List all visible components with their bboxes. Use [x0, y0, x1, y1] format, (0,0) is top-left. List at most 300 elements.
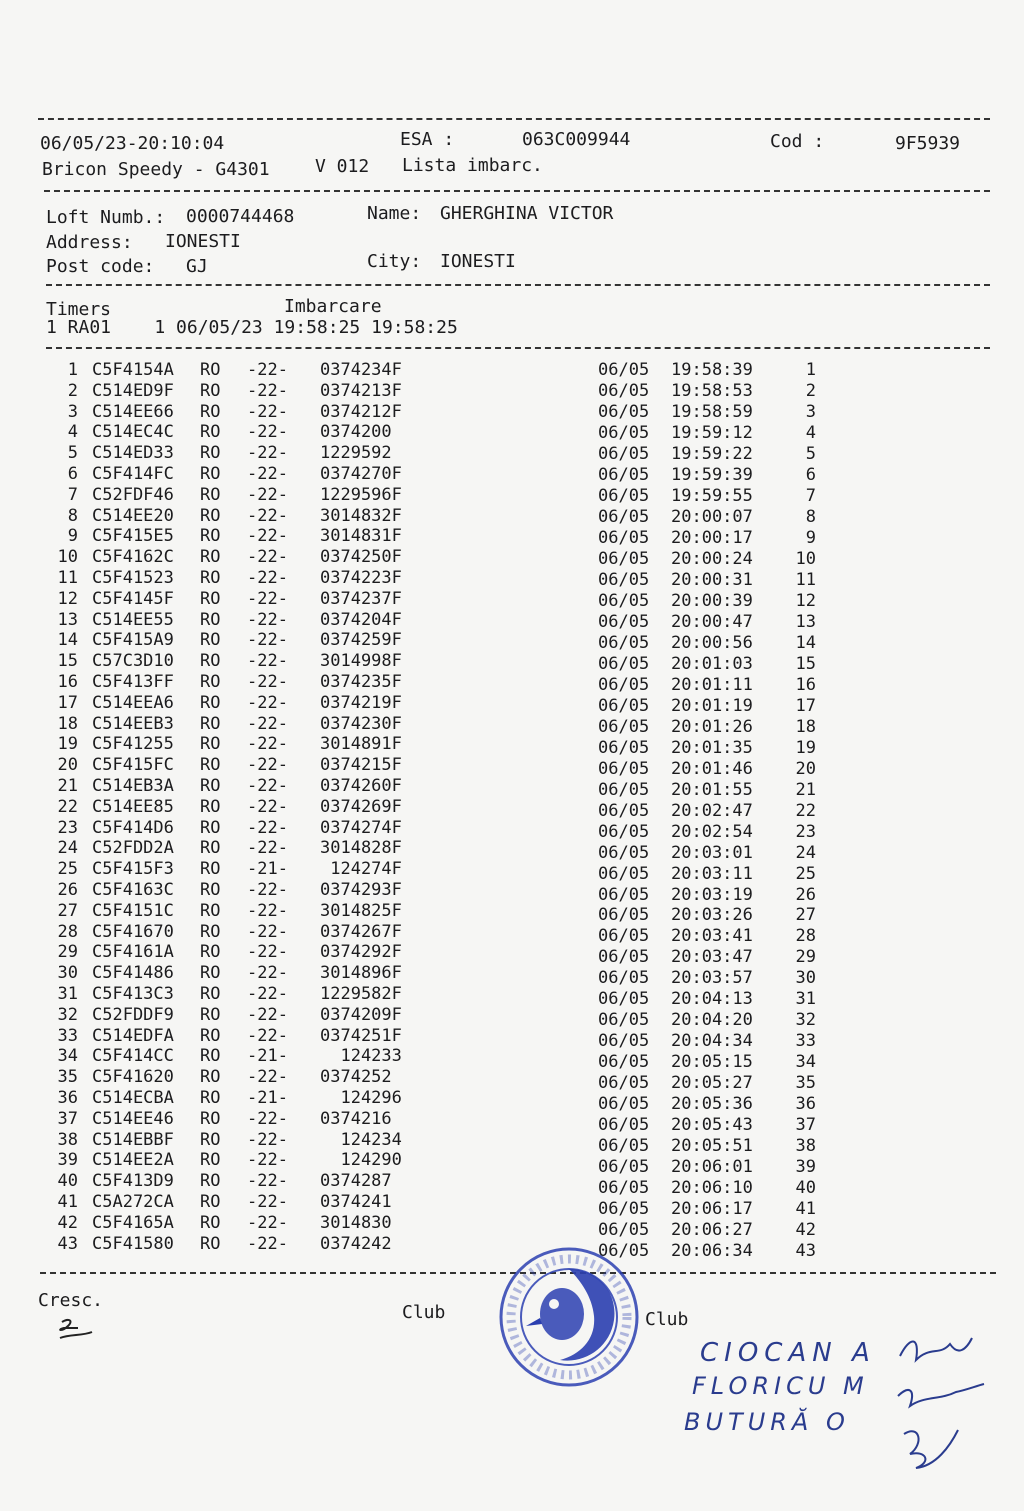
arrival-time: 20:05:27 [671, 1073, 753, 1094]
ring-code: C5F41523 [92, 568, 174, 588]
table-row [0, 1046, 1024, 1073]
arrival-time: 20:03:57 [671, 968, 753, 989]
country-code: RO [200, 755, 221, 776]
table-row [0, 443, 1024, 464]
country-code: RO [200, 651, 221, 672]
arrival-date: 06/05 [598, 821, 650, 842]
table-row [0, 859, 1024, 884]
position: 21 [795, 779, 816, 800]
arrival-date: 06/05 [598, 485, 650, 506]
arrival-date: 06/05 [598, 632, 650, 653]
imbarcare-label: Imbarcare [284, 296, 382, 317]
header-esa-value: 063C009944 [522, 129, 631, 150]
arrival-date: 06/05 [598, 527, 650, 548]
ring-number: 124296 [320, 1088, 402, 1108]
arrival-time: 20:02:47 [671, 800, 753, 821]
ring-year: -22- [247, 755, 288, 776]
ring-code: C514EE66 [92, 401, 174, 422]
country-code: RO [200, 464, 221, 484]
position: 26 [795, 884, 816, 905]
handwritten-name-2: FLORICU M [692, 1372, 869, 1400]
table-row [0, 381, 1024, 402]
arrival-date: 06/05 [598, 674, 650, 695]
row-index: 6 [67, 464, 78, 484]
arrival-time: 20:06:10 [671, 1178, 753, 1199]
ring-year: -22- [247, 1129, 288, 1150]
loft-label: Loft Numb.: [46, 207, 166, 228]
ring-number: 0374250F [320, 547, 402, 568]
country-code: RO [200, 630, 221, 651]
row-index: 15 [57, 651, 78, 672]
arrival-date: 06/05 [598, 1115, 650, 1136]
country-code: RO [200, 588, 221, 609]
country-code: RO [200, 963, 221, 984]
position: 39 [795, 1157, 816, 1178]
country-code: RO [200, 942, 221, 963]
arrival-date: 06/05 [598, 758, 650, 779]
position: 27 [795, 905, 816, 926]
position: 33 [795, 1031, 816, 1052]
country-code: RO [200, 1088, 221, 1108]
country-code: RO [200, 568, 221, 588]
ring-year: -22- [247, 880, 288, 900]
table-row [0, 963, 1024, 989]
ring-year: -22- [247, 692, 288, 713]
ring-year: -22- [247, 672, 288, 692]
ring-year: -22- [247, 568, 288, 588]
row-index: 13 [57, 609, 78, 630]
arrival-time: 20:03:26 [671, 905, 753, 926]
ring-code: C52FDD2A [92, 838, 174, 859]
table-row [0, 900, 1024, 926]
ring-code: C5F4145F [92, 588, 174, 609]
table-row [0, 942, 1024, 968]
ring-number: 0374235F [320, 672, 402, 692]
ring-year: -22- [247, 484, 288, 505]
position: 1 [805, 360, 816, 380]
table-row [0, 1150, 1024, 1178]
arrival-time: 19:59:22 [671, 443, 753, 464]
arrival-date: 06/05 [598, 1136, 650, 1157]
ring-year: -21- [247, 1046, 288, 1067]
arrival-time: 20:01:35 [671, 737, 753, 758]
arrival-time: 20:03:01 [671, 842, 753, 863]
position: 35 [795, 1073, 816, 1094]
ring-year: -22- [247, 713, 288, 734]
position: 30 [795, 968, 816, 989]
ring-code: C514EEA6 [92, 692, 174, 713]
handwritten-name-3: BUTURĂ O [684, 1408, 850, 1436]
ring-year: -22- [247, 1067, 288, 1088]
country-code: RO [200, 817, 221, 838]
ring-code: C514ED33 [92, 443, 174, 464]
country-code: RO [200, 921, 221, 942]
arrival-date: 06/05 [598, 863, 650, 884]
table-row [0, 589, 1024, 610]
arrival-time: 20:03:19 [671, 884, 753, 905]
position: 6 [805, 464, 816, 485]
header-esa-label: ESA : [400, 129, 455, 150]
ring-year: -21- [247, 859, 288, 880]
arrival-time: 20:06:17 [671, 1199, 753, 1220]
position: 32 [795, 1010, 816, 1031]
country-code: RO [200, 1171, 221, 1192]
ring-number: 0374212F [320, 401, 402, 422]
ring-year: -22- [247, 921, 288, 942]
row-index: 41 [57, 1192, 78, 1212]
ring-year: -22- [247, 1212, 288, 1233]
arrival-date: 06/05 [598, 842, 650, 863]
ring-year: -22- [247, 1108, 288, 1129]
table-row [0, 1088, 1024, 1115]
position: 38 [795, 1136, 816, 1157]
row-index: 25 [57, 859, 78, 880]
arrival-date: 06/05 [598, 968, 650, 989]
position: 25 [795, 863, 816, 884]
ring-number: 0374200 [320, 422, 392, 443]
ring-number: 0374213F [320, 380, 402, 401]
arrival-time: 20:00:56 [671, 632, 753, 653]
ring-code: C5F41670 [92, 921, 174, 942]
city-label: City: [367, 251, 422, 272]
ring-number: 0374274F [320, 817, 402, 838]
row-index: 39 [57, 1150, 78, 1171]
arrival-time: 20:00:39 [671, 590, 753, 611]
row-index: 20 [57, 755, 78, 776]
ring-code: C5F415F3 [92, 859, 174, 880]
position: 42 [795, 1220, 816, 1241]
ring-number: 0374219F [320, 692, 402, 713]
ring-year: -21- [247, 1088, 288, 1108]
row-index: 4 [67, 422, 78, 443]
row-index: 23 [57, 817, 78, 838]
table-row [0, 651, 1024, 672]
table-row [0, 630, 1024, 651]
country-code: RO [200, 1233, 221, 1254]
separator-timers [46, 347, 990, 349]
arrival-time: 19:59:12 [671, 422, 753, 443]
arrival-time: 19:58:53 [671, 380, 753, 401]
country-code: RO [200, 443, 221, 464]
country-code: RO [200, 713, 221, 734]
arrival-date: 06/05 [598, 1031, 650, 1052]
header-device: Bricon Speedy - G4301 [42, 159, 270, 180]
arrival-date: 06/05 [598, 1094, 650, 1115]
table-row [0, 984, 1024, 1010]
ring-code: C514ECBA [92, 1088, 174, 1108]
row-index: 12 [57, 588, 78, 609]
arrival-time: 20:01:26 [671, 716, 753, 737]
header-datetime: 06/05/23-20:10:04 [40, 133, 225, 154]
ring-code: C52FDDF9 [92, 1004, 174, 1025]
position: 8 [805, 506, 816, 527]
table-row [0, 422, 1024, 443]
ring-year: -22- [247, 1025, 288, 1046]
ring-code: C514EE2A [92, 1150, 174, 1171]
ring-code: C514EE55 [92, 609, 174, 630]
table-row [0, 796, 1024, 821]
position: 16 [795, 674, 816, 695]
ring-number: 0374241 [320, 1192, 392, 1212]
arrival-time: 20:00:24 [671, 548, 753, 569]
row-index: 38 [57, 1129, 78, 1150]
arrival-time: 20:01:03 [671, 653, 753, 674]
position: 2 [805, 380, 816, 401]
header-list-title: Lista imbarc. [402, 155, 543, 176]
ring-number: 124233 [320, 1046, 402, 1067]
ring-code: C514EBBF [92, 1129, 174, 1150]
ring-number: 0374287 [320, 1171, 392, 1192]
country-code: RO [200, 422, 221, 443]
ring-number: 0374242 [320, 1233, 392, 1254]
ring-code: C5F413D9 [92, 1171, 174, 1192]
ring-year: -22- [247, 526, 288, 547]
ring-number: 124290 [320, 1150, 402, 1171]
ring-code: C5F414CC [92, 1046, 174, 1067]
arrival-time: 20:06:01 [671, 1157, 753, 1178]
arrival-date: 06/05 [598, 947, 650, 968]
arrival-date: 06/05 [598, 926, 650, 947]
row-index: 7 [67, 484, 78, 505]
country-code: RO [200, 796, 221, 817]
position: 23 [795, 821, 816, 842]
row-index: 37 [57, 1108, 78, 1129]
arrival-time: 20:05:36 [671, 1094, 753, 1115]
country-code: RO [200, 859, 221, 880]
arrival-date: 06/05 [598, 653, 650, 674]
ring-number: 0374267F [320, 921, 402, 942]
row-index: 27 [57, 900, 78, 921]
city-value: IONESTI [440, 251, 516, 272]
table-row [0, 506, 1024, 527]
arrival-date: 06/05 [598, 360, 650, 380]
ring-year: -22- [247, 609, 288, 630]
arrival-time: 19:59:39 [671, 464, 753, 485]
ring-code: C5F4161A [92, 942, 174, 963]
arrival-date: 06/05 [598, 506, 650, 527]
ring-number: 0374204F [320, 609, 402, 630]
country-code: RO [200, 1025, 221, 1046]
ring-year: -22- [247, 1233, 288, 1254]
table-row [0, 526, 1024, 547]
ring-number: 124274F [320, 859, 402, 880]
cresc-signature [52, 1316, 108, 1350]
ring-code: C5F4163C [92, 880, 174, 900]
ring-number: 0374270F [320, 464, 402, 484]
position: 7 [805, 485, 816, 506]
position: 9 [805, 527, 816, 548]
table-row [0, 1108, 1024, 1136]
arrival-time: 20:06:34 [671, 1241, 753, 1262]
country-code: RO [200, 505, 221, 526]
ring-number: 124234 [320, 1129, 402, 1150]
ring-code: C5F414FC [92, 464, 174, 484]
ring-year: -22- [247, 734, 288, 755]
arrival-date: 06/05 [598, 443, 650, 464]
ring-year: -22- [247, 963, 288, 984]
arrival-date: 06/05 [598, 1052, 650, 1073]
position: 15 [795, 653, 816, 674]
row-index: 9 [67, 526, 78, 547]
ring-year: -22- [247, 505, 288, 526]
timers-label: Timers [46, 299, 112, 320]
ring-year: -22- [247, 630, 288, 651]
separator-top [38, 118, 990, 120]
position: 34 [795, 1052, 816, 1073]
ring-code: C5F413FF [92, 672, 174, 692]
ring-number: 0374223F [320, 568, 402, 588]
ring-code: C514EDFA [92, 1025, 174, 1046]
header-cod-value: 9F5939 [895, 133, 961, 154]
ring-year: -22- [247, 443, 288, 464]
position: 13 [795, 611, 816, 632]
name-value: GHERGHINA VICTOR [440, 203, 614, 224]
ring-code: C5F415E5 [92, 526, 174, 547]
table-row [0, 1025, 1024, 1052]
arrival-date: 06/05 [598, 989, 650, 1010]
table-row [0, 360, 1024, 381]
table-row [0, 1192, 1024, 1220]
arrival-time: 20:01:46 [671, 758, 753, 779]
table-row [0, 693, 1024, 714]
country-code: RO [200, 609, 221, 630]
row-index: 26 [57, 880, 78, 900]
arrival-date: 06/05 [598, 905, 650, 926]
arrival-time: 20:01:11 [671, 674, 753, 695]
ring-code: C5F41255 [92, 734, 174, 755]
header-version: V 012 [315, 156, 370, 177]
cresc-label: Cresc. [38, 1290, 104, 1311]
row-index: 33 [57, 1025, 78, 1046]
position: 31 [795, 989, 816, 1010]
ring-code: C514EE20 [92, 505, 174, 526]
arrival-date: 06/05 [598, 380, 650, 401]
arrival-date: 06/05 [598, 1157, 650, 1178]
ring-number: 0374252 [320, 1067, 392, 1088]
arrival-date: 06/05 [598, 1199, 650, 1220]
row-index: 24 [57, 838, 78, 859]
ring-year: -22- [247, 1150, 288, 1171]
table-row [0, 921, 1024, 947]
position: 4 [805, 422, 816, 443]
ring-number: 1229582F [320, 984, 402, 1004]
row-index: 16 [57, 672, 78, 692]
ring-number: 1229592 [320, 443, 392, 464]
ring-code: C57C3D10 [92, 651, 174, 672]
ring-year: -22- [247, 401, 288, 422]
post-code-label: Post code: [46, 256, 155, 277]
arrival-date: 06/05 [598, 695, 650, 716]
row-index: 34 [57, 1046, 78, 1067]
ring-number: 3014998F [320, 651, 402, 672]
arrival-time: 20:05:51 [671, 1136, 753, 1157]
ring-number: 0374269F [320, 796, 402, 817]
position: 24 [795, 842, 816, 863]
country-code: RO [200, 1046, 221, 1067]
table-row [0, 1171, 1024, 1199]
country-code: RO [200, 360, 221, 380]
arrival-date: 06/05 [598, 401, 650, 422]
table-row [0, 776, 1024, 800]
arrival-date: 06/05 [598, 884, 650, 905]
name-label: Name: [367, 203, 422, 224]
country-code: RO [200, 900, 221, 921]
arrival-date: 06/05 [598, 569, 650, 590]
header-cod-label: Cod : [770, 131, 825, 152]
country-code: RO [200, 547, 221, 568]
arrival-time: 20:00:31 [671, 569, 753, 590]
row-index: 28 [57, 921, 78, 942]
row-index: 21 [57, 776, 78, 796]
position: 41 [795, 1199, 816, 1220]
position: 29 [795, 947, 816, 968]
ring-number: 3014825F [320, 900, 402, 921]
country-code: RO [200, 1212, 221, 1233]
row-index: 29 [57, 942, 78, 963]
position: 22 [795, 800, 816, 821]
country-code: RO [200, 380, 221, 401]
row-index: 14 [57, 630, 78, 651]
arrival-time: 20:01:55 [671, 779, 753, 800]
row-index: 40 [57, 1171, 78, 1192]
ring-code: C5F415FC [92, 755, 174, 776]
ring-year: -22- [247, 1192, 288, 1212]
ring-year: -22- [247, 422, 288, 443]
row-index: 31 [57, 984, 78, 1004]
arrival-date: 06/05 [598, 611, 650, 632]
ring-code: C5F415A9 [92, 630, 174, 651]
arrival-time: 20:03:11 [671, 863, 753, 884]
table-row [0, 485, 1024, 506]
position: 11 [795, 569, 816, 590]
ring-code: C5A272CA [92, 1192, 174, 1212]
ring-year: -22- [247, 588, 288, 609]
ring-number: 3014828F [320, 838, 402, 859]
country-code: RO [200, 984, 221, 1004]
arrival-date: 06/05 [598, 1241, 650, 1262]
arrival-time: 20:02:54 [671, 821, 753, 842]
table-row [0, 402, 1024, 423]
position: 14 [795, 632, 816, 653]
position: 10 [795, 548, 816, 569]
table-row [0, 734, 1024, 758]
loft-value: 0000744468 [186, 206, 295, 227]
ring-year: -22- [247, 900, 288, 921]
row-index: 11 [57, 568, 78, 588]
country-code: RO [200, 1192, 221, 1212]
arrival-date: 06/05 [598, 1220, 650, 1241]
ring-code: C514EB3A [92, 776, 174, 796]
table-row [0, 1067, 1024, 1094]
arrival-date: 06/05 [598, 1073, 650, 1094]
ring-code: C52FDF46 [92, 484, 174, 505]
ring-year: -22- [247, 796, 288, 817]
table-row [0, 755, 1024, 779]
position: 40 [795, 1178, 816, 1199]
country-code: RO [200, 838, 221, 859]
ring-number: 0374251F [320, 1025, 402, 1046]
arrival-time: 19:58:39 [671, 360, 753, 380]
ring-number: 0374230F [320, 713, 402, 734]
separator-loft [46, 284, 990, 286]
arrival-time: 20:05:43 [671, 1115, 753, 1136]
table-row [0, 1212, 1024, 1241]
arrival-date: 06/05 [598, 590, 650, 611]
country-code: RO [200, 526, 221, 547]
ring-year: -22- [247, 984, 288, 1004]
table-row [0, 1004, 1024, 1031]
country-code: RO [200, 672, 221, 692]
